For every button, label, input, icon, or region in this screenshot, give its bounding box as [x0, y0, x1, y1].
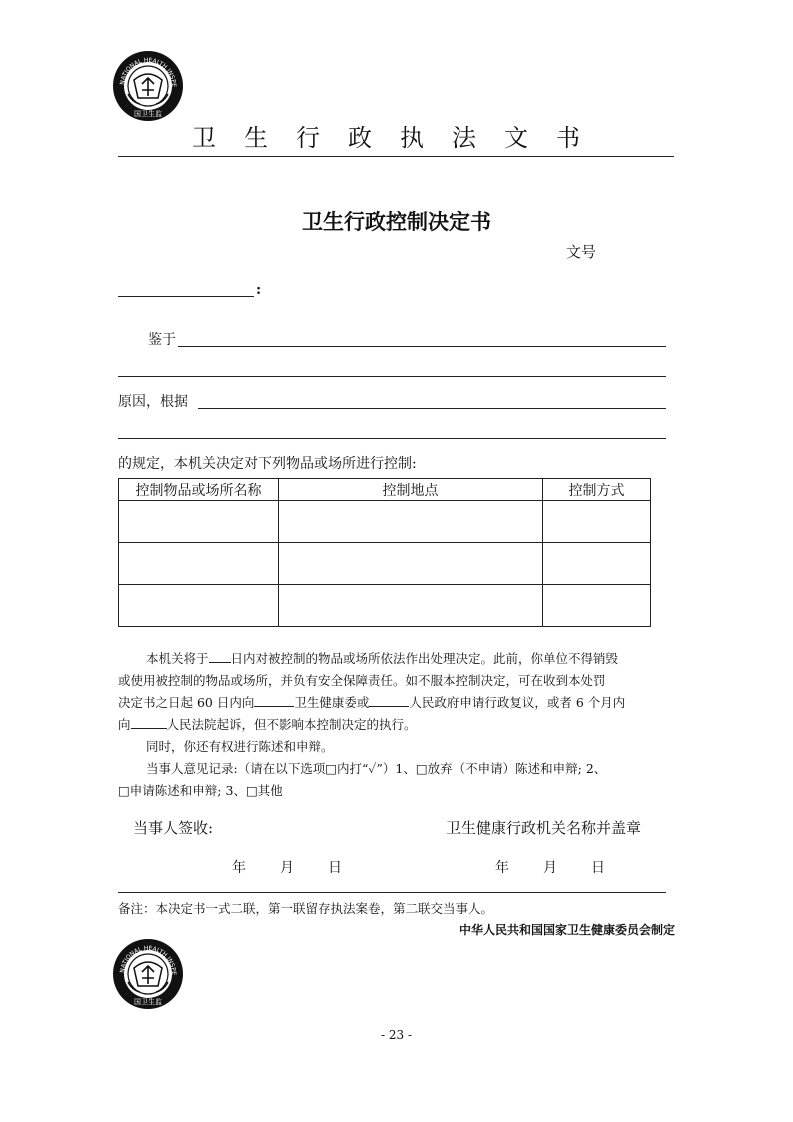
emblem-logo-bottom [112, 938, 184, 1014]
whereas-blank-2[interactable] [118, 376, 666, 377]
maker-text: 中华人民共和国国家卫生健康委员会制定 [458, 923, 675, 937]
notice-text: 向 [118, 717, 131, 732]
remark-rule [118, 892, 666, 893]
notice-text: 本机关将于 [146, 651, 209, 666]
table-row [119, 585, 651, 627]
document-title: 卫生行政控制决定书 [302, 210, 491, 234]
header-rule [118, 156, 674, 157]
notice-text: 或使用被控制的物品或场所，并负有安全保障责任。如不服本控制决定，可在收到本处罚 [118, 673, 606, 688]
authority-seal-label: 卫生健康行政机关名称并盖章 [446, 819, 642, 837]
court-blank[interactable] [131, 714, 167, 729]
table-row [119, 543, 651, 585]
table-header-row [119, 479, 651, 501]
notice-text: 人民法院起诉，但不影响本控制决定的执行。 [166, 717, 417, 732]
authority-date-year: 年 [495, 860, 509, 876]
table-cell[interactable] [279, 543, 543, 585]
emblem-ring-text: NATIONAL HEALTH INSPE [118, 944, 178, 976]
notice-text: 决定书之日起 60 日内向 [118, 695, 255, 710]
table-cell[interactable] [543, 543, 651, 585]
party-date-year: 年 [232, 860, 246, 876]
reason-blank-2[interactable] [118, 438, 666, 439]
notice-text: 日内对被控制的物品或场所依法作出处理决定。此前，你单位不得销毁 [230, 651, 619, 666]
government-blank[interactable] [369, 692, 409, 707]
party-signature-label: 当事人签收: [133, 819, 214, 837]
table-header-cell: 控制地点 [279, 479, 543, 501]
days-blank[interactable] [209, 648, 231, 663]
control-table [118, 478, 651, 627]
table-cell[interactable] [119, 543, 279, 585]
table-cell[interactable] [279, 585, 543, 627]
table-cell[interactable] [543, 501, 651, 543]
table-header-cell: 控制物品或场所名称 [119, 479, 279, 501]
addressee-blank[interactable] [118, 296, 254, 297]
emblem-logo-top [112, 50, 184, 126]
notice-text: 人民政府申请行政复议，或者 6 个月内 [409, 695, 626, 710]
series-title: 卫生行政执法文书 [192, 124, 608, 152]
emblem-bottom-text: 国卫生监 [134, 998, 162, 1006]
addressee-colon: : [256, 282, 262, 298]
table-cell[interactable] [119, 501, 279, 543]
whereas-label: 鉴于 [148, 332, 176, 348]
notice-paragraph [118, 648, 674, 802]
table-cell[interactable] [119, 585, 279, 627]
notice-text: 同时，你还有权进行陈述和申辩。 [146, 739, 334, 754]
party-date-month: 月 [280, 860, 294, 876]
notice-text: 卫生健康委或 [294, 695, 370, 710]
whereas-blank[interactable] [178, 346, 666, 347]
emblem-ring-text: NATIONAL HEALTH INSPE [118, 56, 178, 88]
party-opinion-text[interactable]: 当事人意见记录:（请在以下选项□内打“✓”）1、□放弃（不申请）陈述和申辩; 2、 [146, 761, 607, 776]
table-header-cell: 控制方式 [543, 479, 651, 501]
reason-blank[interactable] [198, 408, 666, 409]
emblem-bottom-text: 国卫生监 [134, 110, 162, 118]
table-cell[interactable] [279, 501, 543, 543]
page-number: - 23 - [380, 1028, 412, 1042]
table-row [119, 501, 651, 543]
health-commission-blank[interactable] [254, 692, 294, 707]
authority-date-day: 日 [591, 860, 605, 876]
reason-label: 原因，根据 [118, 394, 188, 410]
party-date-day: 日 [328, 860, 342, 876]
decision-text: 的规定，本机关决定对下列物品或场所进行控制: [118, 456, 417, 472]
party-opinion-text[interactable]: □申请陈述和申辩; 3、□其他 [118, 783, 283, 798]
remark-text: 备注：本决定书一式二联，第一联留存执法案卷，第二联交当事人。 [118, 901, 494, 916]
table-cell[interactable] [543, 585, 651, 627]
doc-number-label: 文号 [566, 243, 597, 261]
authority-date-month: 月 [543, 860, 557, 876]
